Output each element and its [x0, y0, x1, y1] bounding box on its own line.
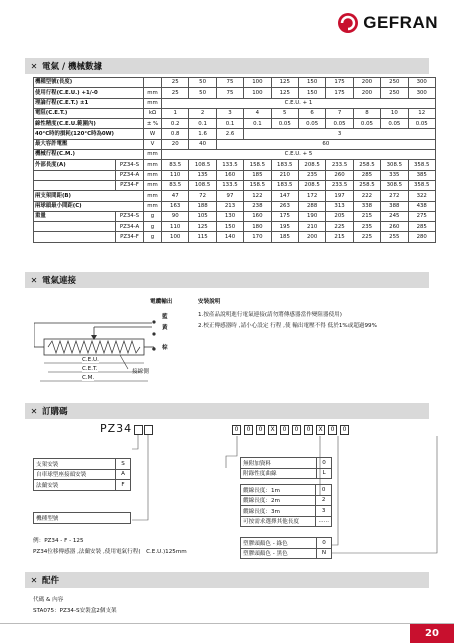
spec-value: 0.05	[326, 119, 353, 129]
spec-value: 338	[353, 201, 380, 211]
spec-value: 0.1	[244, 119, 271, 129]
spec-value: 210	[271, 170, 298, 180]
spec-value: 233.5	[326, 180, 353, 190]
spec-value: 275	[408, 211, 435, 221]
spec-value: 358.5	[408, 180, 435, 190]
order-code-digit: 0	[304, 425, 313, 435]
spec-value: 25	[162, 88, 189, 98]
extra-option-row	[241, 468, 332, 479]
extra-option-code: 0	[317, 458, 332, 469]
spec-value: 150	[298, 88, 325, 98]
spec-unit: g	[144, 232, 162, 242]
order-code-digit: X	[316, 425, 325, 435]
spec-label: 機械行程(C.M.)	[34, 150, 144, 160]
mounting-option-label: 法蘭安裝	[34, 480, 116, 491]
spec-value: 75	[216, 88, 243, 98]
spec-unit: mm	[144, 180, 162, 190]
spec-value: 25	[162, 78, 189, 88]
spec-value: 335	[381, 170, 408, 180]
spec-value: 225	[353, 232, 380, 242]
order-code-digit: 0	[328, 425, 337, 435]
spec-sub-model: PZ34-F	[116, 232, 144, 242]
spec-label: 重量	[34, 211, 116, 221]
spec-value: 100	[162, 232, 189, 242]
spec-value: 0.05	[381, 119, 408, 129]
spec-value: 222	[353, 191, 380, 201]
spec-value: 158.5	[244, 180, 271, 190]
spec-value: 438	[408, 201, 435, 211]
spec-value: C.E.U. + 1	[162, 98, 436, 108]
mounting-option-label: 支架安裝	[34, 459, 116, 470]
spec-value: 0.1	[189, 119, 216, 129]
spec-value: 110	[162, 170, 189, 180]
spec-value: 250	[381, 78, 408, 88]
spec-value: 197	[326, 191, 353, 201]
spec-value: 135	[189, 170, 216, 180]
cable-option-label: 纜線長度：1m	[241, 485, 316, 496]
spec-value: 6	[298, 108, 325, 118]
spec-value: 180	[244, 222, 271, 232]
mounting-option-row	[34, 459, 131, 470]
spec-value: 233.5	[326, 160, 353, 170]
install-note-2: 2.校正傳感器時 ,請小心設定 行程 ,使 輸出電壓不得 低於1%或超過99%	[198, 323, 377, 329]
spec-value: 300	[408, 88, 435, 98]
extra-option-row	[241, 458, 332, 469]
spec-value: 83.5	[162, 180, 189, 190]
spec-label: 電阻(C.E.T.)	[34, 108, 144, 118]
wiper-side-label: 接線側	[132, 369, 149, 375]
spec-value: 190	[298, 211, 325, 221]
spec-value: 272	[381, 191, 408, 201]
brand-name: GEFRAN	[363, 13, 438, 32]
spec-value: 260	[381, 222, 408, 232]
spec-value: 100	[244, 88, 271, 98]
spec-value: 385	[408, 170, 435, 180]
spec-value: 185	[271, 232, 298, 242]
extra-option-label: 無附加資料	[241, 458, 317, 469]
spec-value: 170	[244, 232, 271, 242]
section-header-accessories	[25, 572, 429, 588]
spec-value: 115	[189, 232, 216, 242]
wire-yellow-label: 黃	[162, 325, 168, 331]
spec-value: 300	[408, 78, 435, 88]
mounting-option-code: A	[116, 469, 131, 480]
spec-value: 5	[271, 108, 298, 118]
spec-value: 258.5	[353, 180, 380, 190]
spec-sub-model: PZ34-S	[116, 211, 144, 221]
spec-value: 175	[326, 88, 353, 98]
wire-blue-label: 藍	[162, 314, 168, 320]
spec-value: 175	[326, 78, 353, 88]
spec-label: 機種型號(長度)	[34, 78, 144, 88]
spec-value: 50	[189, 88, 216, 98]
ceu-label: C.E.U.	[82, 357, 99, 363]
order-code-digit: X	[268, 425, 277, 435]
spec-value: 208.5	[298, 160, 325, 170]
accessory-label: 代碼 & 內容	[33, 597, 64, 603]
connector-option-row	[241, 548, 332, 559]
spec-value: 97	[216, 191, 243, 201]
spec-value: 1	[162, 108, 189, 118]
wire-brown-label: 棕	[162, 345, 168, 351]
spec-label: 兩球頭最小間距(C)	[34, 201, 144, 211]
spec-value: 0.05	[408, 119, 435, 129]
spec-value: 358.5	[408, 160, 435, 170]
extra-option-code: L	[317, 468, 332, 479]
spec-sub-model: PZ34-F	[116, 180, 144, 190]
spec-unit: mm	[144, 98, 162, 108]
cable-option-code: 2	[316, 495, 332, 506]
spec-value: 0.8	[162, 129, 189, 139]
spec-label: 外部長度(A)	[34, 160, 116, 170]
spec-value: 147	[271, 191, 298, 201]
spec-unit: V	[144, 139, 162, 149]
section-title: 訂購碼	[42, 407, 68, 417]
spec-value: 83.5	[162, 160, 189, 170]
spec-value: 200	[353, 88, 380, 98]
spec-unit: g	[144, 211, 162, 221]
spec-value: 60	[216, 139, 435, 149]
section-x-icon: ✕	[30, 275, 38, 285]
spec-sub-model: PZ34-S	[116, 160, 144, 170]
connector-option-row	[241, 538, 332, 549]
spec-value: 188	[189, 201, 216, 211]
spec-value: 110	[162, 222, 189, 232]
order-code-digit: 0	[256, 425, 265, 435]
spec-value: 125	[189, 222, 216, 232]
spec-value: 0.05	[353, 119, 380, 129]
spec-label: 最大容許電壓	[34, 139, 144, 149]
spec-unit: mm	[144, 170, 162, 180]
section-x-icon: ✕	[30, 61, 38, 71]
spec-value: 3	[244, 129, 436, 139]
spec-value: 322	[408, 191, 435, 201]
spec-value: 235	[353, 222, 380, 232]
section-title: 電氣 / 機械數據	[42, 62, 103, 72]
spec-unit: mm	[144, 150, 162, 160]
spec-value: 388	[381, 201, 408, 211]
cable-option-code: 0	[316, 485, 332, 496]
spec-value: 140	[216, 232, 243, 242]
connector-option-label: 塑膠頭顏色 - 綠色	[241, 538, 317, 549]
section-title: 配件	[42, 576, 60, 586]
spec-value: 105	[189, 211, 216, 221]
spec-value: 288	[298, 201, 325, 211]
spec-value: 125	[271, 78, 298, 88]
spec-value: 308.5	[381, 160, 408, 170]
spec-value: 133.5	[216, 160, 243, 170]
connector-option-label: 塑膠頭顏色 - 黑色	[241, 548, 317, 559]
install-note-1: 1.按產品說明進行電氣連接(請勿將傳感器當作變阻器使用)	[198, 312, 342, 318]
spec-value: 263	[271, 201, 298, 211]
mounting-option-row	[34, 480, 131, 491]
spec-value: 4	[244, 108, 271, 118]
spec-value: 2.6	[216, 129, 243, 139]
spec-value: 213	[216, 201, 243, 211]
order-model: PZ34	[100, 422, 133, 435]
spec-unit: W	[144, 129, 162, 139]
install-header: 安裝說明	[198, 299, 221, 305]
spec-value: 225	[326, 222, 353, 232]
spec-value: 40	[189, 139, 216, 149]
spec-value: 133.5	[216, 180, 243, 190]
spec-value: 260	[326, 170, 353, 180]
extra-option-label: 附錄性度曲線	[241, 468, 317, 479]
spec-unit: ± %	[144, 119, 162, 129]
spec-unit: mm	[144, 191, 162, 201]
spec-value: C.E.U. + 5	[162, 150, 436, 160]
spec-value: 47	[162, 191, 189, 201]
spec-value: 205	[326, 211, 353, 221]
spec-value: 258.5	[353, 160, 380, 170]
spec-unit: kΩ	[144, 108, 162, 118]
section-x-icon: ✕	[30, 406, 38, 416]
spec-value: 150	[216, 222, 243, 232]
spec-value: 108.5	[189, 180, 216, 190]
wire-output-header: 電纜輸出	[150, 299, 173, 305]
cable-option-row	[241, 485, 332, 496]
model-label-table	[33, 512, 131, 524]
page-number: 20	[410, 624, 454, 643]
cable-option-label: 纜線長度：3m	[241, 506, 316, 517]
spec-value: 195	[271, 222, 298, 232]
spec-value: 285	[353, 170, 380, 180]
spec-value: 238	[244, 201, 271, 211]
mounting-table	[33, 458, 131, 491]
spec-value: 7	[326, 108, 353, 118]
spec-value: 108.5	[189, 160, 216, 170]
cable-option-row	[241, 495, 332, 506]
spec-value: 1.6	[189, 129, 216, 139]
order-code-digit: 0	[244, 425, 253, 435]
spec-value: 0.05	[298, 119, 325, 129]
order-example-desc: PZ34位移傳感器 ,法蘭安裝 ,使用電氣行程( C.E.U.)125mm	[33, 549, 187, 555]
mounting-option-label: 自車球型座接頭安裝	[34, 469, 116, 480]
spec-value: 200	[353, 78, 380, 88]
spec-value: 313	[326, 201, 353, 211]
accessory-item: STA075：PZ34-S安裝盒2個支架	[33, 608, 117, 614]
spec-value: 100	[244, 78, 271, 88]
spec-value: 183.5	[271, 160, 298, 170]
spec-unit: mm	[144, 201, 162, 211]
spec-value: 125	[271, 88, 298, 98]
spec-value: 2	[189, 108, 216, 118]
spec-value: 215	[353, 211, 380, 221]
section-x-icon: ✕	[30, 575, 38, 585]
connector-option-code: 0	[317, 538, 332, 549]
spec-unit: mm	[144, 160, 162, 170]
spec-value: 0.1	[216, 119, 243, 129]
spec-value: 280	[408, 232, 435, 242]
spec-value: 210	[298, 222, 325, 232]
footer-bar	[0, 623, 454, 643]
spec-unit: mm	[144, 88, 162, 98]
cable-option-row	[241, 506, 332, 517]
spec-value: 175	[271, 211, 298, 221]
cable-option-code: ......	[316, 516, 332, 527]
spec-value: 215	[326, 232, 353, 242]
order-code-digit: 0	[292, 425, 301, 435]
cable-option-row	[241, 516, 332, 527]
section-title: 電氣連接	[42, 276, 77, 286]
spec-value: 235	[298, 170, 325, 180]
options-table	[240, 457, 332, 479]
spec-value: 250	[381, 88, 408, 98]
spec-value: 158.5	[244, 160, 271, 170]
spec-value: 0.2	[162, 119, 189, 129]
spec-sub-model: PZ34-A	[116, 222, 144, 232]
spec-value: 50	[189, 78, 216, 88]
spec-value: 8	[353, 108, 380, 118]
model-label-cell: 機種型號	[34, 513, 131, 524]
spec-value: 183.5	[271, 180, 298, 190]
spec-value: 308.5	[381, 180, 408, 190]
spec-value: 255	[381, 232, 408, 242]
spec-value: 163	[162, 201, 189, 211]
connector-option-code: N	[317, 548, 332, 559]
cable-option-label: 纜線長度：2m	[241, 495, 316, 506]
cable-table	[240, 484, 332, 527]
spec-value: 160	[216, 170, 243, 180]
order-example: 例：PZ34 - F - 125	[33, 538, 84, 544]
spec-value: 245	[381, 211, 408, 221]
spec-value: 172	[298, 191, 325, 201]
spec-value: 160	[244, 211, 271, 221]
spec-value: 208.5	[298, 180, 325, 190]
spec-value: 72	[189, 191, 216, 201]
spec-label: 使用行程(C.E.U.) +1/-0	[34, 88, 144, 98]
cable-option-label: 可按需求選擇其他長度	[241, 516, 316, 527]
mounting-option-row	[34, 469, 131, 480]
spec-value: 75	[216, 78, 243, 88]
cable-option-code: 3	[316, 506, 332, 517]
spec-value: 130	[216, 211, 243, 221]
connector-table	[240, 537, 332, 559]
spec-value: 185	[244, 170, 271, 180]
cet-label: C.E.T.	[82, 366, 98, 372]
spec-value: 200	[298, 232, 325, 242]
spec-value: 20	[162, 139, 189, 149]
spec-sub-model: PZ34-A	[116, 170, 144, 180]
spec-value: 150	[298, 78, 325, 88]
spec-value: 12	[408, 108, 435, 118]
spec-label: 線性精度(C.E.U.範圍內)	[34, 119, 144, 129]
mounting-option-code: F	[116, 480, 131, 491]
spec-value: 122	[244, 191, 271, 201]
spec-value: 285	[408, 222, 435, 232]
spec-label: 40°C時的損耗(120°C時為0W)	[34, 129, 144, 139]
spec-value: 10	[381, 108, 408, 118]
spec-unit: g	[144, 222, 162, 232]
order-code-digit: 0	[232, 425, 241, 435]
mounting-option-code: S	[116, 459, 131, 470]
spec-value: 3	[216, 108, 243, 118]
order-code-digit: 0	[280, 425, 289, 435]
spec-label: 兩支架間距(B)	[34, 191, 144, 201]
order-code-digit: 0	[340, 425, 349, 435]
spec-value: 0.05	[271, 119, 298, 129]
cm-label: C.M.	[82, 375, 95, 381]
spec-label: 理論行程(C.E.T.) ±1	[34, 98, 144, 108]
spec-value: 90	[162, 211, 189, 221]
